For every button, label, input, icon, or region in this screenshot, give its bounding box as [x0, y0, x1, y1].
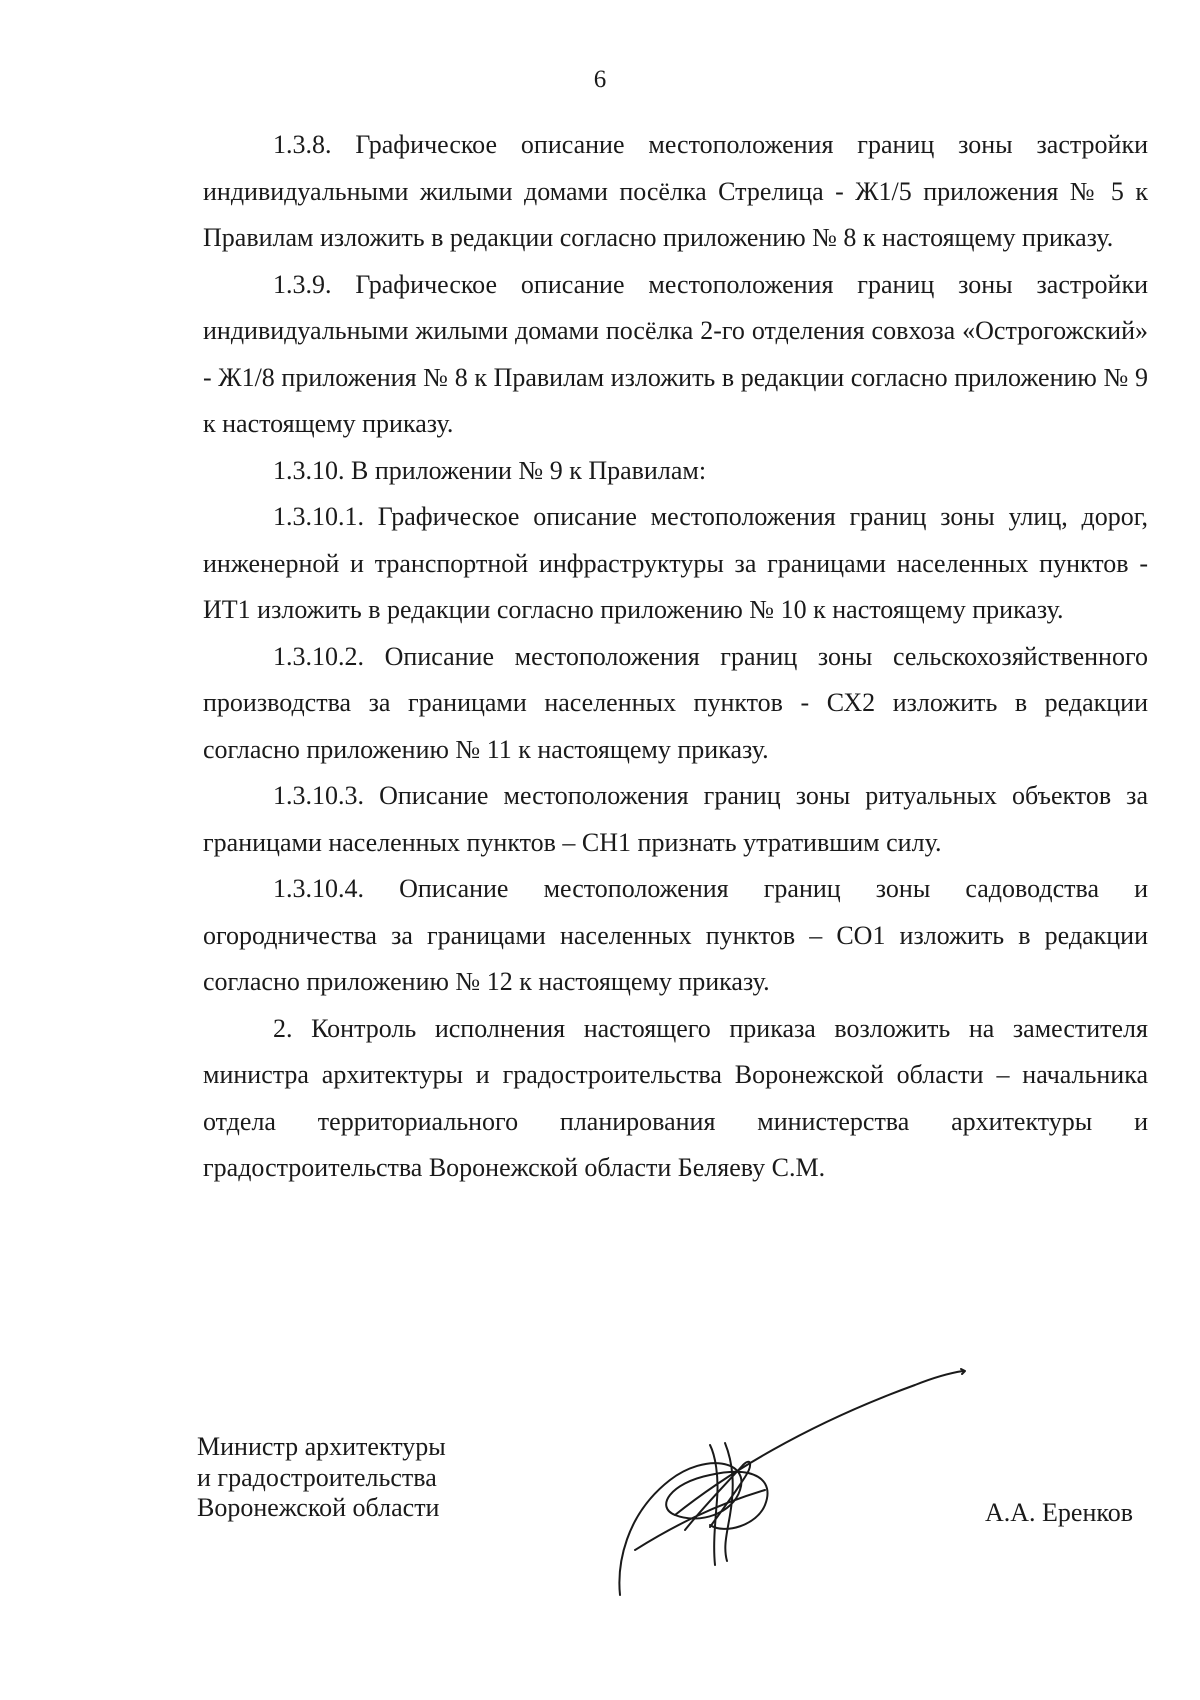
signatory-title-line: и градостроительства — [197, 1462, 437, 1492]
handwritten-signature — [615, 1365, 1015, 1605]
signatory-title — [197, 1432, 446, 1524]
signatory-title-line: Министр архитектуры — [197, 1432, 446, 1461]
page-number: 6 — [593, 66, 607, 93]
document-body — [203, 122, 1148, 1192]
paragraph-1-3-10-1: 1.3.10.1. Графическое описание местоположения границ зоны улиц, дорог, инженерной и транспортной инфраструктуры за границами населенных пунктов - ИТ1 изложить в редакции согласно приложению № 10 к настоящему приказу. — [203, 502, 1148, 624]
paragraph-1-3-10-4: 1.3.10.4. Описание местоположения границ зоны садоводства и огородничества за границами населенных пунктов – СО1 изложить в редакции согласно приложению № 12 к настоящему приказу. — [203, 874, 1148, 996]
paragraph-2-control: 2. Контроль исполнения настоящего приказа возложить на заместителя министра архитектуры и градостроительства Воронежской области – начальника отдела территориального планирования министерства архитектуры и градостроительства Воронежской области Беляеву С.М. — [203, 1013, 1148, 1182]
signer-name: А.А. Еренков — [985, 1498, 1133, 1527]
paragraph-1-3-10-2: 1.3.10.2. Описание местоположения границ зоны сельскохозяйственного производства за границами населенных пунктов - СХ2 изложить в редакции согласно приложению № 11 к настоящему приказу. — [203, 641, 1148, 764]
paragraph-1-3-8: 1.3.8. Графическое описание местоположения границ зоны застройки индивидуальными жилыми домами посёлка Стрелица - Ж1/5 приложения № 5 к Правилам изложить в редакции согласно приложению № 8 к настоящему приказу. — [203, 130, 1148, 252]
paragraph-1-3-9: 1.3.9. Графическое описание местоположения границ зоны застройки индивидуальными жилыми домами посёлка 2-го отделения совхоза «Острогожский» - Ж1/8 приложения № 8 к Правилам изложить в редакции согласно приложению № 9 к настоящему приказу. — [203, 269, 1148, 438]
signatory-title-line: Воронежской области — [197, 1493, 440, 1522]
paragraph-1-3-10-3: 1.3.10.3. Описание местоположения границ зоны ритуальных объектов за границами населенных пунктов – СН1 признать утратившим силу. — [203, 781, 1148, 857]
paragraph-1-3-10: 1.3.10. В приложении № 9 к Правилам: — [273, 455, 707, 485]
